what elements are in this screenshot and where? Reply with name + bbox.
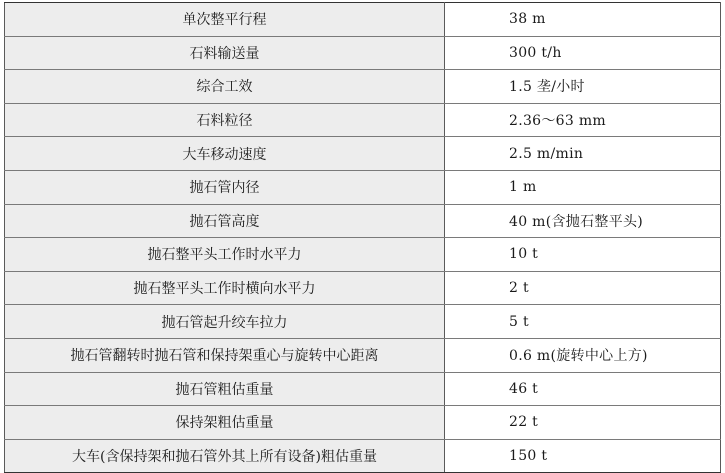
parameter-name: 保持架粗估重量 [5, 406, 445, 440]
table-row [5, 3, 721, 37]
table-row [5, 204, 721, 238]
parameter-name: 抛石整平头工作时水平力 [5, 238, 445, 272]
parameter-value: 40 m(含抛石整平头) [445, 204, 721, 238]
parameter-value: 1.5 垄/小时 [445, 70, 721, 104]
parameter-value: 0.6 m(旋转中心上方) [445, 338, 721, 372]
table-row [5, 238, 721, 272]
parameter-value: 2.5 m/min [445, 137, 721, 171]
parameter-value: 38 m [445, 3, 721, 37]
parameter-name: 石料粒径 [5, 103, 445, 137]
parameter-value: 10 t [445, 238, 721, 272]
parameter-value: 1 m [445, 170, 721, 204]
table-row [5, 439, 721, 473]
parameter-value: 150 t [445, 439, 721, 473]
parameter-value: 5 t [445, 305, 721, 339]
parameter-name: 石料输送量 [5, 36, 445, 70]
table-row [5, 170, 721, 204]
parameter-name: 抛石管起升绞车拉力 [5, 305, 445, 339]
spec-table [4, 2, 721, 473]
parameter-name: 抛石整平头工作时横向水平力 [5, 271, 445, 305]
table-row [5, 70, 721, 104]
parameter-name: 大车(含保持架和抛石管外其上所有设备)粗估重量 [5, 439, 445, 473]
parameter-value: 22 t [445, 406, 721, 440]
parameter-name: 抛石管内径 [5, 170, 445, 204]
parameter-name: 综合工效 [5, 70, 445, 104]
parameter-value: 2.36～63 mm [445, 103, 721, 137]
parameter-name: 抛石管高度 [5, 204, 445, 238]
table-row [5, 103, 721, 137]
parameter-name: 单次整平行程 [5, 3, 445, 37]
table-row [5, 137, 721, 171]
table-row [5, 305, 721, 339]
table-row [5, 36, 721, 70]
parameter-value: 300 t/h [445, 36, 721, 70]
parameter-name: 抛石管翻转时抛石管和保持架重心与旋转中心距离 [5, 338, 445, 372]
parameter-value: 46 t [445, 372, 721, 406]
table-row [5, 271, 721, 305]
table-row [5, 372, 721, 406]
parameter-name: 大车移动速度 [5, 137, 445, 171]
spec-table-container [4, 2, 720, 473]
parameter-value: 2 t [445, 271, 721, 305]
table-row [5, 338, 721, 372]
table-row [5, 406, 721, 440]
parameter-name: 抛石管粗估重量 [5, 372, 445, 406]
